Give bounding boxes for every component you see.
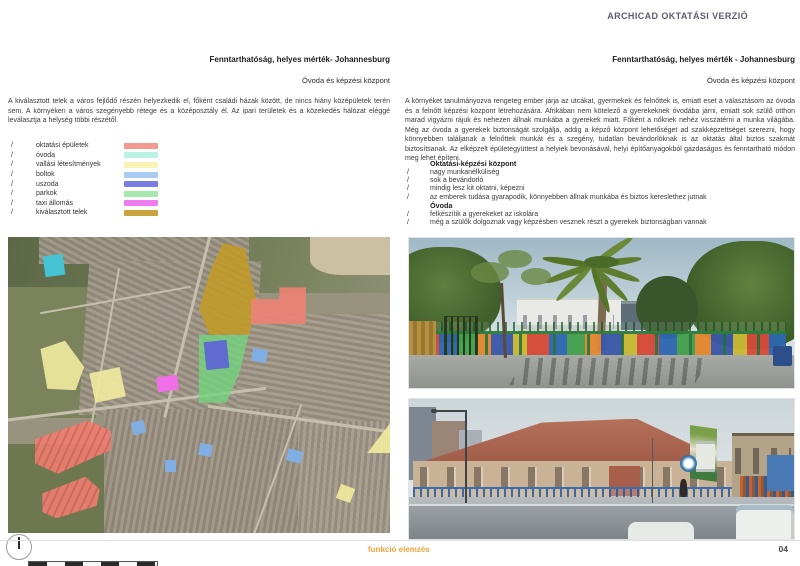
legend-color-swatch: [124, 152, 158, 158]
right-paragraph: A környéket tanulmányozva rengeteg ember járja az utcákat, gyermekek és felnőttek is, emiatt eset a választásom az óvoda és a felnőtt képzési központ létrehozására. Afrikában nem kötelező a gyerekeknek óvodába járni, emiatt sok szülő otthon marad vigyázni rájuk és nehezen állnak munkába a gyerekek miatt. Főként a nőknek nehéz visszatérni a munka világába. Még az óvoda a gyerekek biztonságát szolgálja, addig a képző központ lehetőséget ad szakképzettséget szerezni, hogy könnyebben találjanak a felnőttek munkát és a szegény, tudatlan bevándorlóknak is az oktatás által biztos szakmát biztosítsanak. Az elképzelt épületegyüttest a helyiek bevonásával, helyi építőanyagokból gazdaságos és fenntartható módon meg lehet építeni.: [405, 98, 795, 163]
bullet-text: mindig lesz kit oktatni, képezni: [430, 185, 525, 193]
legend-color-swatch: [124, 200, 158, 206]
north-arrow-icon: [6, 534, 32, 560]
legend-bullet: /: [11, 190, 13, 198]
photo2-white-van: [736, 505, 794, 540]
photo1-gate: [444, 316, 479, 358]
photo-school-building: [408, 398, 795, 540]
satellite-map-johannesburg: [8, 237, 390, 533]
left-paragraph: A kiválasztott telek a város fejlődő részén helyezkedik el, főként családi házak között, de nincs hiány középületek terén sem. A környéken a város szegényebb rétege és a középosztály él. Az ipari területek és a közekedés hálózat eléggé leválasztja a helység többi részétől.: [8, 98, 390, 125]
photo2-lamp-arm: [434, 410, 466, 412]
legend-bullet: /: [11, 171, 13, 179]
legend-color-swatch: [124, 172, 158, 178]
legend-row: [8, 141, 158, 151]
right-header-title: Fenntarthatóság, helyes mérték - Johannesburg: [612, 55, 795, 64]
legend-color-swatch: [124, 191, 158, 197]
footer-divider: [0, 540, 800, 541]
section-title-kindergarten: Óvoda: [430, 201, 453, 211]
legend-bullet: /: [11, 180, 13, 188]
section-title-education-center: Oktatási-képzési központ: [430, 159, 517, 168]
bullet-row: [405, 194, 795, 202]
legend-color-swatch: [124, 181, 158, 187]
photo1-palm-crown: [584, 256, 619, 268]
legend-label: parkok: [36, 190, 58, 198]
section-list-education-center: [405, 169, 795, 203]
map-scale-bar: [28, 561, 158, 566]
overlay-pool: [203, 339, 229, 369]
legend-label: uszoda: [36, 180, 59, 188]
legend-row: [8, 179, 158, 189]
photo2-pedestrian: [680, 479, 687, 497]
legend-bullet: /: [11, 142, 13, 150]
bullet-text: még a szülők dolgoznak vagy képzésben vesznek részt a gyerekek biztonságban vannak: [430, 219, 707, 227]
photo1-palm-shadow: [509, 358, 709, 385]
photo2-lamp-head: [431, 409, 437, 413]
legend-label: boltok: [36, 171, 55, 179]
overlay-taxi-station: [156, 375, 179, 393]
photo1-wood-fence: [409, 321, 436, 356]
legend-row: [8, 160, 158, 170]
bullet-row: [405, 219, 795, 227]
legend-row: [8, 189, 158, 199]
bullet-glyph: /: [407, 177, 409, 184]
bullet-glyph: /: [407, 185, 409, 193]
archicad-watermark: ARCHICAD OKTATÁSI VERZIÓ: [607, 11, 748, 21]
legend-row: [8, 151, 158, 161]
legend-bullet: /: [11, 161, 13, 169]
right-bullet-sections: [405, 160, 795, 228]
bullet-glyph: /: [407, 210, 409, 218]
photo2-blue-container: [767, 455, 794, 491]
legend-label: vallási létesítmények: [36, 161, 101, 169]
bullet-row: [405, 185, 795, 193]
bullet-glyph: /: [407, 168, 409, 176]
photo-kindergarten-fence: [408, 237, 795, 389]
bullet-glyph: /: [407, 193, 409, 201]
photo2-utility-pole: [652, 438, 654, 502]
photo2-white-sign: [696, 441, 715, 472]
bullet-glyph: /: [407, 219, 409, 227]
bullet-row: [405, 169, 795, 177]
section-list-kindergarten: [405, 211, 795, 228]
overlay-shop: [165, 460, 176, 472]
footer-section-title: funkció elemzés: [368, 545, 430, 554]
legend-bullet: /: [11, 199, 13, 207]
legend-row: [8, 170, 158, 180]
legend-label: óvoda: [36, 151, 56, 159]
legend-label: taxi állomás: [36, 199, 73, 207]
bullet-row: [405, 211, 795, 219]
bullet-text: az emberek tudása gyarapodik, könnyebben állnak munkába és biztos kereslethez jutnak: [430, 193, 707, 201]
map-legend: [8, 141, 158, 218]
legend-color-swatch: [124, 143, 158, 149]
photo2-white-car: [628, 522, 693, 540]
legend-color-swatch: [124, 162, 158, 168]
photo2-lamp-pole: [465, 410, 467, 502]
bullet-row: [405, 177, 795, 185]
left-header-subtitle: Óvoda és képzési központ: [302, 76, 390, 85]
overlay-shop: [198, 443, 213, 457]
legend-bullet: /: [11, 209, 13, 217]
legend-label: kiválasztott telek: [36, 209, 88, 217]
page-number: 04: [778, 544, 788, 554]
map-bare-ground: [310, 237, 390, 275]
bullet-text: nagy munkanélküliség: [430, 168, 500, 176]
overlay-kindergarten: [43, 253, 66, 276]
left-header-title: Fenntarthatóság, helyes mérték- Johannesburg: [209, 55, 390, 64]
bullet-text: sok a bevándorló: [430, 177, 484, 184]
bullet-text: felkészítik a gyerekeket az iskolára: [430, 210, 539, 218]
legend-label: oktatási épületek: [36, 142, 89, 150]
legend-color-swatch: [124, 210, 158, 216]
legend-row: [8, 199, 158, 209]
photo1-blue-bin: [773, 346, 792, 366]
legend-bullet: /: [11, 151, 13, 159]
legend-row: [8, 208, 158, 218]
right-header-subtitle: Óvoda és képzési központ: [707, 76, 795, 85]
